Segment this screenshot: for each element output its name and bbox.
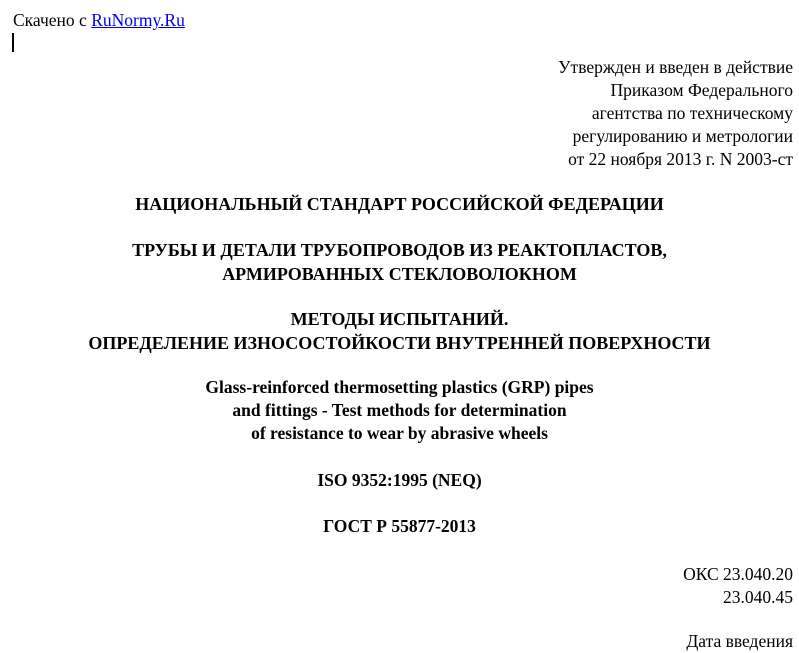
method-line: МЕТОДЫ ИСПЫТАНИЙ. [290, 309, 509, 329]
intro-date-label: Дата введения [686, 631, 793, 651]
source-link[interactable]: RuNormy.Ru [91, 10, 185, 30]
english-line: and fittings - Test methods for determination [232, 400, 567, 420]
national-standard-title [0, 192, 799, 216]
approval-line: регулированию и метрологии [572, 126, 793, 146]
oks-line: 23.040.45 [723, 587, 793, 607]
approval-line: Приказом Федерального [610, 80, 793, 100]
classification-block [683, 563, 793, 609]
subject-line: ТРУБЫ И ДЕТАЛИ ТРУБОПРОВОДОВ ИЗ РЕАКТОПЛАСТОВ, [132, 240, 667, 260]
iso-reference-text: ISO 9352:1995 (NEQ) [317, 470, 482, 490]
english-title [0, 376, 799, 445]
approval-line: от 22 ноября 2013 г. N 2003-ст [568, 149, 793, 169]
text-cursor [12, 33, 14, 52]
approval-block [558, 56, 793, 171]
gost-number [0, 515, 799, 538]
gost-number-text: ГОСТ Р 55877-2013 [323, 516, 476, 536]
source-prefix: Скачено с [13, 10, 92, 30]
source-line [13, 9, 185, 31]
english-line: of resistance to wear by abrasive wheels [251, 423, 548, 443]
method-line: ОПРЕДЕЛЕНИЕ ИЗНОСОСТОЙКОСТИ ВНУТРЕННЕЙ ПОВЕРХНОСТИ [88, 333, 711, 353]
approval-line: Утвержден и введен в действие [558, 57, 793, 77]
oks-line: ОКС 23.040.20 [683, 564, 793, 584]
subject-title [0, 238, 799, 286]
subject-line: АРМИРОВАННЫХ СТЕКЛОВОЛОКНОМ [222, 264, 577, 284]
english-line: Glass-reinforced thermosetting plastics (GRP) pipes [205, 377, 594, 397]
national-title-text: НАЦИОНАЛЬНЫЙ СТАНДАРТ РОССИЙСКОЙ ФЕДЕРАЦИИ [135, 194, 664, 214]
method-title [0, 307, 799, 355]
approval-line: агентства по техническому [591, 103, 793, 123]
iso-reference [0, 469, 799, 492]
